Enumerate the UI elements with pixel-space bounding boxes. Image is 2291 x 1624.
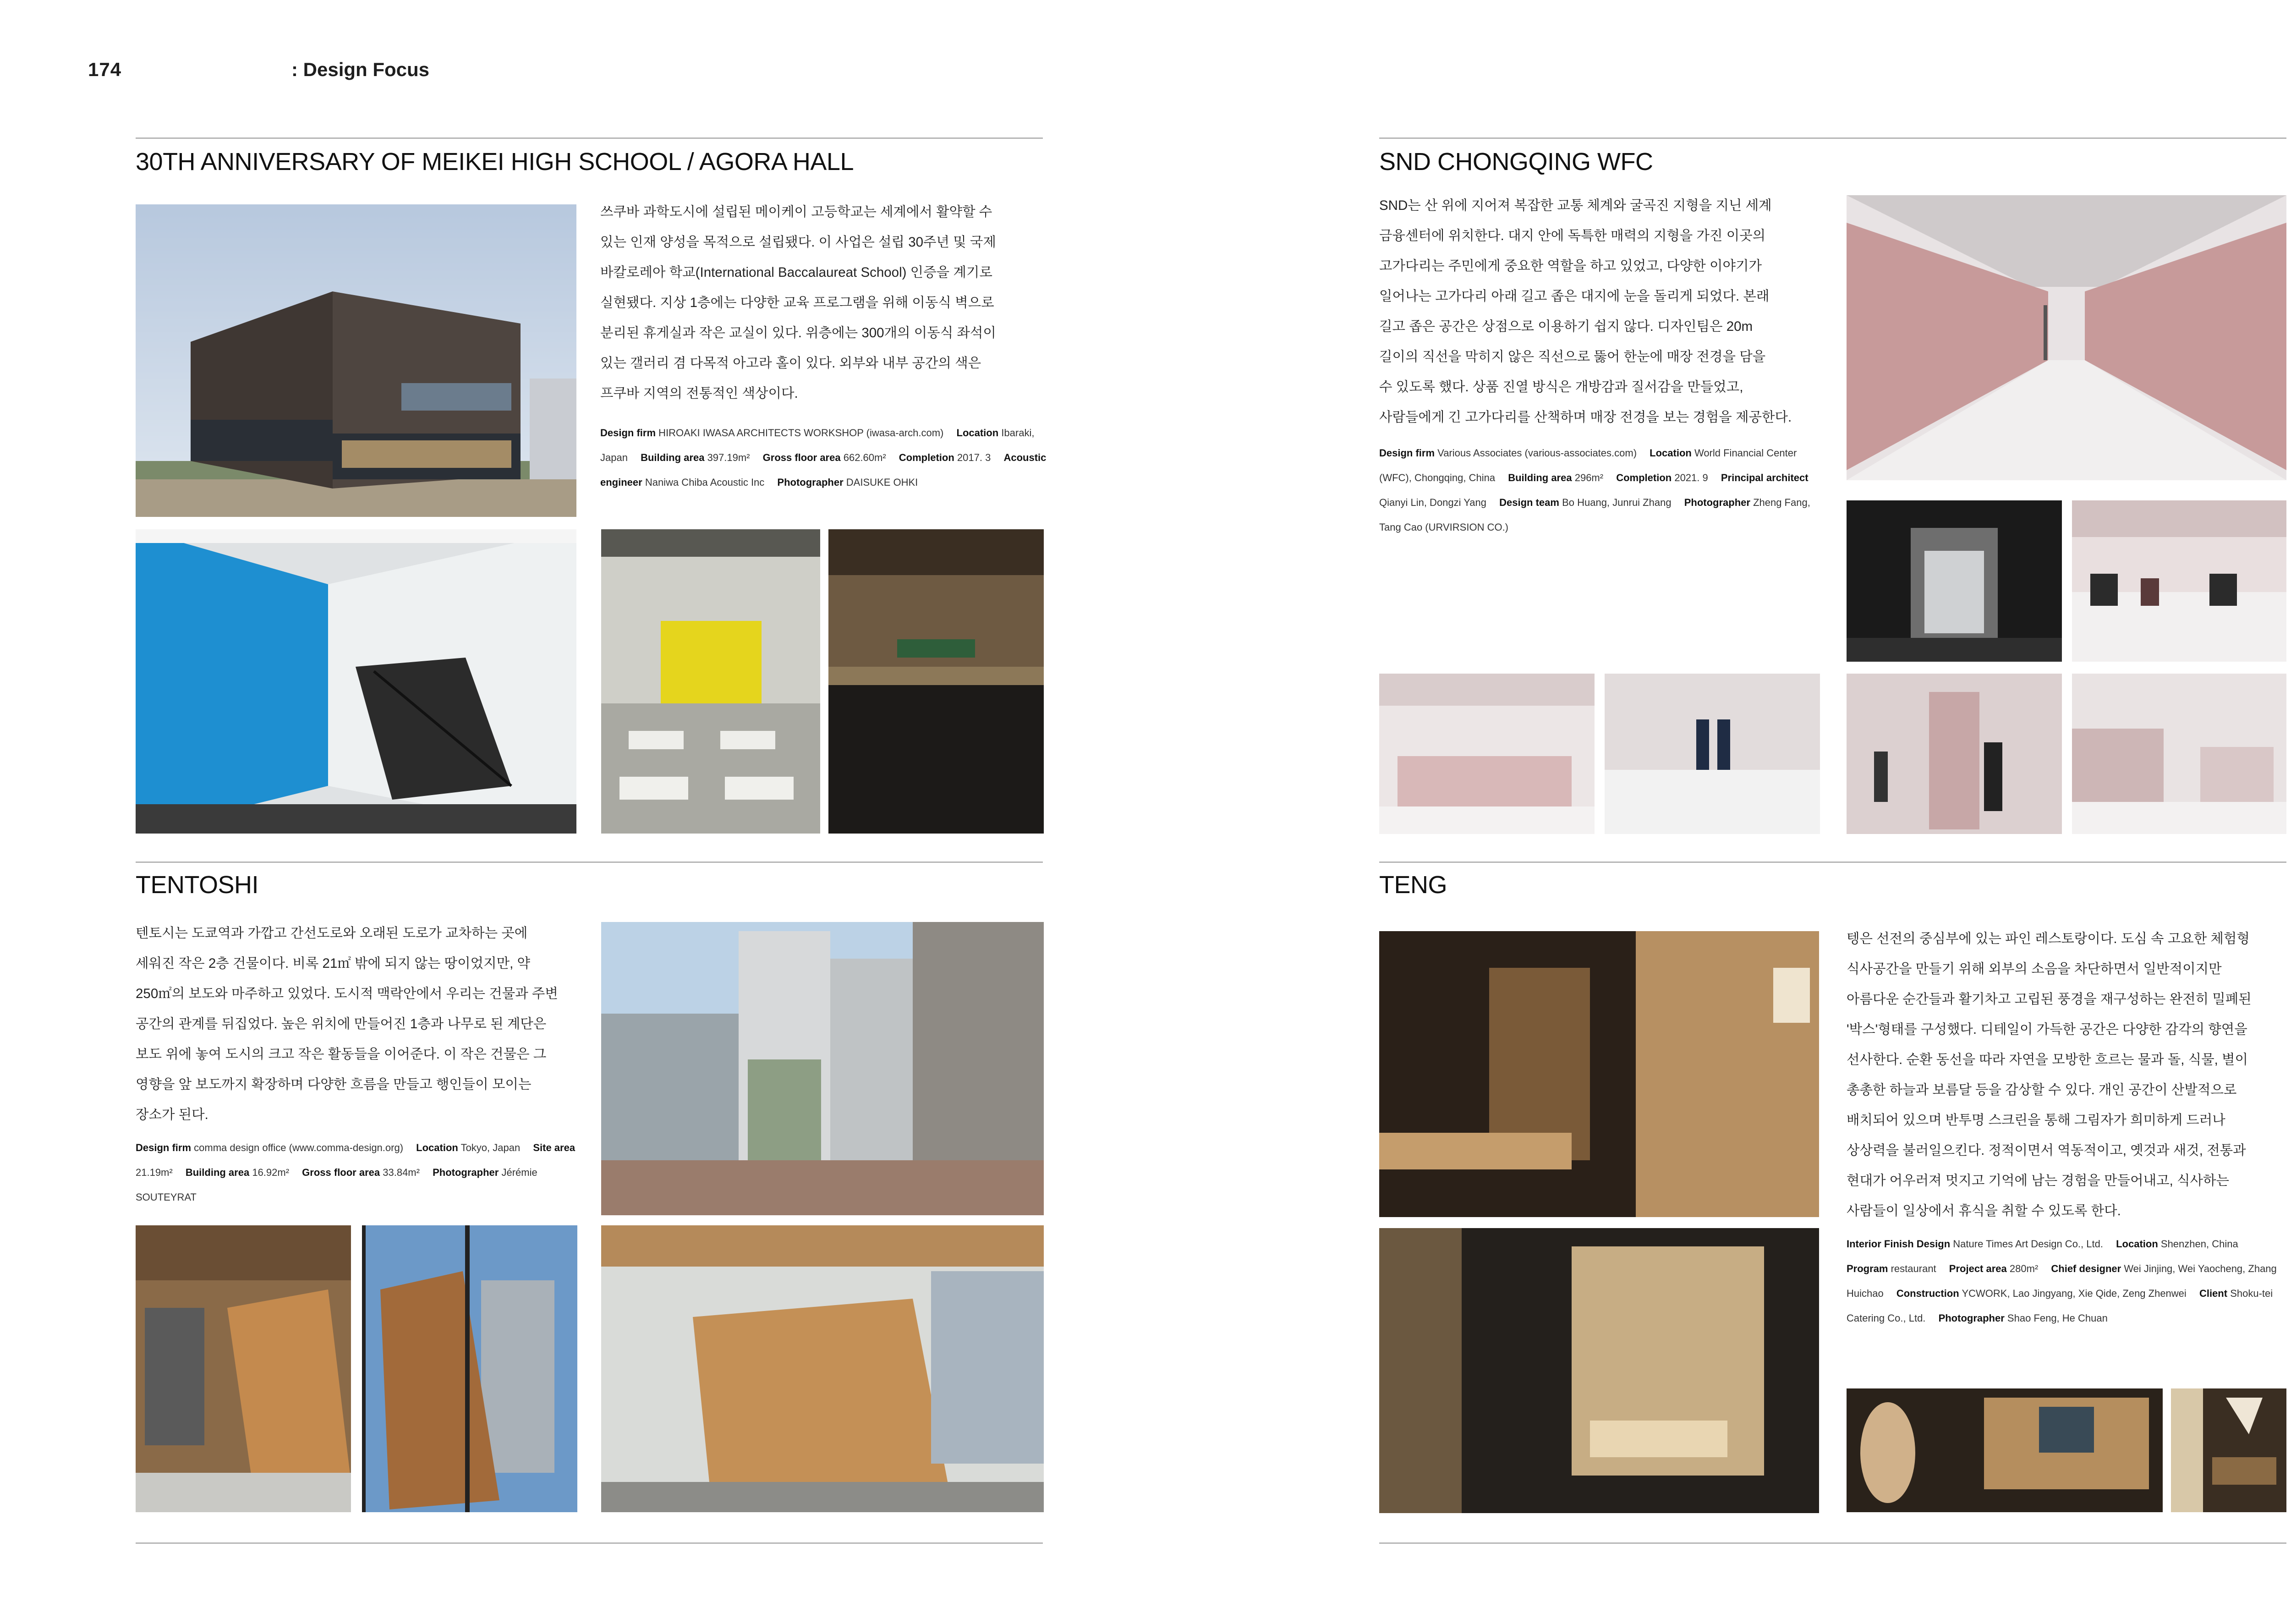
teng-title: TENG <box>1379 871 1447 899</box>
meikei-stair-photo <box>136 529 576 834</box>
teng-corridor-photo <box>1379 931 1819 1217</box>
snd-person-photo <box>1847 674 2062 834</box>
snd-reflection-photo <box>1605 674 1820 834</box>
section-label: : Design Focus <box>291 59 430 80</box>
tentoshi-credits: Design firm comma design office (www.comma-design.org) Location Tokyo, Japan Site area 21.19m² Building area 16.92m² Gross floor area 33.84m² Photographer Jérémie SOUTEYRAT <box>136 1142 575 1203</box>
tentoshi-stair-photo <box>362 1225 577 1512</box>
tentoshi-interior-photo <box>136 1225 351 1512</box>
meikei-classroom-photo <box>601 529 820 834</box>
snd-counter-photo <box>1379 674 1595 834</box>
rule-bottom-right <box>1379 1542 2286 1544</box>
tentoshi-street-photo <box>601 922 1044 1215</box>
snd-shelf-photo <box>2072 674 2286 834</box>
teng-body: 텡은 선전의 중심부에 있는 파인 레스토랑이다. 도심 속 고요한 체험형 식사공간을 만들기 위해 외부의 소음을 차단하면서 일반적이지만 아름다운 순간들과 활기차고 고립된 풍경을 재구성하는 완전히 밀폐된 '박스'형태를 구성했다. 디테일이 가득한 공간은 다양한 감각의 향연을 선사한다. 순환 동선을 따라 자연을 모방한 흐르는 물과 돌, 식물, 별이 총총한 하늘과 보름달 등을 감상할 수 있다. 개인 공간이 산발적으로 배치되어 있으며 반투명 스크린을 통해 그림자가 희미하게 드러나 상상력을 불러일으킨다. 정적이면서 역동적이고, 옛것과 새것, 전통과 현대가 어우러져 멋지고 기억에 남는 경험을 만들어내고, 식사하는 사람들이 일상에서 휴식을 취할 수 있도록 한다. <box>1847 931 2252 1218</box>
teng-sculpture-photo <box>1847 1388 2163 1512</box>
snd-title: SND CHONGQING WFC <box>1379 148 1653 176</box>
snd-body: SND는 산 위에 지어져 복잡한 교통 체계와 굴곡진 지형을 지닌 세계 금융센터에 위치한다. 대지 안에 독특한 매력의 지형을 가진 이곳의 고가다리는 주민에게 중요한 역할을 하고 있었고, 다양한 이야기가 일어나는 고가다리 아래 길고 좁은 대지에 눈을 돌리게 되었다. 본래 길고 좁은 공간은 상점으로 이용하기 쉽지 않다. 디자인팀은 20m 길이의 직선을 막히지 않은 직선으로 뚫어 한눈에 매장 전경을 담을 수 있도록 했다. 상품 진열 방식은 개방감과 질서감을 만들었고, 사람들에게 긴 고가다리를 산책하며 매장 전경을 보는 경험을 제공한다. <box>1379 198 1792 425</box>
rule-top-right <box>1379 137 2286 139</box>
meikei-title: 30TH ANNIVERSARY OF MEIKEI HIGH SCHOOL / AGORA HALL <box>136 148 854 176</box>
teng-dining-photo <box>1379 1228 1819 1513</box>
meikei-hall-photo <box>828 529 1044 834</box>
rule-mid-left <box>136 861 1043 863</box>
tentoshi-title: TENTOSHI <box>136 871 259 899</box>
tentoshi-glass-photo <box>601 1225 1044 1512</box>
meikei-exterior-photo <box>136 204 576 517</box>
snd-mirror-photo <box>1847 500 2062 662</box>
rule-bottom-left <box>136 1542 1043 1544</box>
meikei-body: 쓰쿠바 과학도시에 설립된 메이케이 고등학교는 세계에서 활약할 수 있는 인재 양성을 목적으로 설립됐다. 이 사업은 설립 30주년 및 국제 바칼로레아 학교(International Baccalaureat School) 인증을 계기로 실현됐다. 지상 1층에는 다양한 교육 프로그램을 위해 이동식 벽으로 분리된 휴게실과 작은 교실이 있다. 위층에는 300개의 이동식 좌석이 있는 갤러리 겸 다목적 아고라 홀이 있다. 외부와 내부 공간의 색은 프쿠바 지역의 전통적인 색상이다. <box>600 204 996 401</box>
snd-display-photo <box>2072 500 2286 662</box>
rule-mid-right <box>1379 861 2286 863</box>
teng-credits: Interior Finish Design Nature Times Art Design Co., Ltd. Location Shenzhen, China Program restaurant Project area 280m² Chief designer Wei Jinjing, Wei Yaocheng, Zhang Huichao Construction YCWORK, Lao Jingyang, Xie Qide, Zeng Zhenwei Client Shoku-tei Catering Co., Ltd. Photographer Shao Feng, He Chuan <box>1847 1238 2277 1324</box>
snd-credits: Design firm Various Associates (various-associates.com) Location World Financial Center (WFC), Chongqing, China Building area 296m² Completion 2021. 9 Principal architect Qianyi Lin, Dongzi Yang Design team Bo Huang, Junrui Zhang Photographer Zheng Fang, Tang Cao (URVIRSION CO.) <box>1379 447 1810 533</box>
left-page-number: 174 <box>88 59 122 80</box>
rule-top-left <box>136 137 1043 139</box>
meikei-credits: Design firm HIROAKI IWASA ARCHITECTS WORKSHOP (iwasa-arch.com) Location Ibaraki, Japan Building area 397.19m² Gross floor area 662.60m² Completion 2017. 3 Acoustic engineer Naniwa Chiba Acoustic Inc Photographer DAISUKE OHKI <box>600 427 1047 488</box>
snd-corridor-photo <box>1847 195 2286 480</box>
tentoshi-body: 텐토시는 도쿄역과 가깝고 간선도로와 오래된 도로가 교차하는 곳에 세워진 작은 2층 건물이다. 비록 21㎡ 밖에 되지 않는 땅이었지만, 약 250㎡의 보도와 마주하고 있었다. 도시적 맥락안에서 우리는 건물과 주변 공간의 관계를 뒤집었다. 높은 위치에 만들어진 1층과 나무로 된 계단은 보도 위에 놓여 도시의 크고 작은 활동들을 이어준다. 이 작은 건물은 그 영향을 앞 보도까지 확장하며 다양한 흐름을 만들고 행인들이 모이는 장소가 된다. <box>136 926 558 1122</box>
teng-room-photo <box>2171 1388 2286 1512</box>
